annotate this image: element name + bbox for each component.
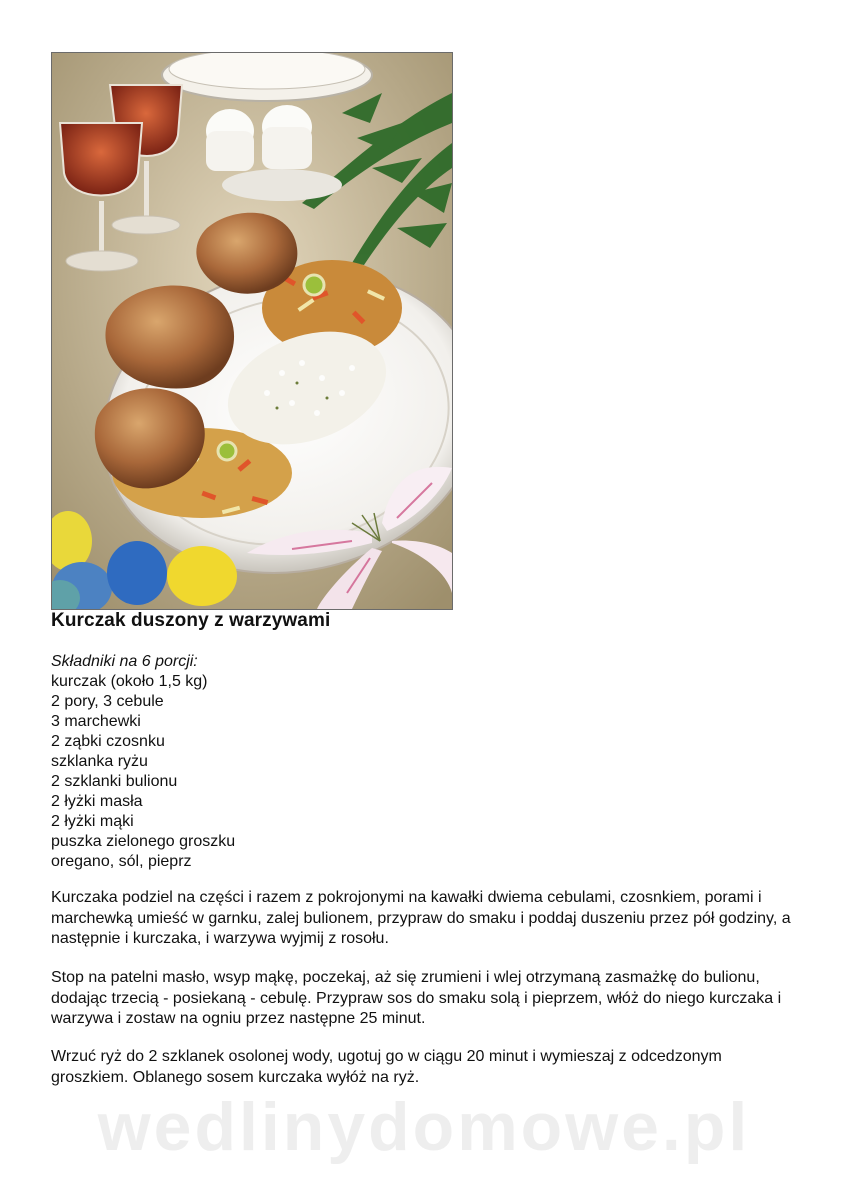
ingredient-item: szklanka ryżu: [51, 753, 148, 770]
ingredient-item: 2 pory, 3 cebule: [51, 693, 164, 710]
ingredient-item: 3 marchewki: [51, 713, 141, 730]
ingredient-item: oregano, sól, pieprz: [51, 853, 192, 870]
ingredient-item: puszka zielonego groszku: [51, 833, 236, 850]
ingredient-item: 2 szklanki bulionu: [51, 773, 178, 790]
dish-illustration: [52, 53, 452, 609]
instruction-step-3: Wrzuć ryż do 2 szklanek osolonej wody, ugotuj go w ciągu 20 minut i wymieszaj z odcedzonym groszkiem. Oblanego sosem kurczaka wyłóż na ryż.: [51, 1048, 722, 1086]
ingredient-item: kurczak (około 1,5 kg): [51, 673, 208, 690]
ingredients-subhead: Składniki na 6 porcji:: [51, 653, 198, 670]
watermark: wedlinydomowe.pl: [97, 1089, 751, 1165]
recipe-title: Kurczak duszony z warzywami: [51, 610, 331, 631]
instruction-step-1: Kurczaka podziel na części i razem z pokrojonymi na kawałki dwiema cebulami, czosnkiem, porami i marchewką umieść w garnku, zalej bulionem, przypraw do smaku i poddaj duszeniu przez pół godziny, a następnie i kurczaka, i warzywa wyjmij z rosołu.: [51, 889, 791, 947]
recipe-photo: [51, 52, 453, 610]
ingredient-item: 2 łyżki masła: [51, 793, 143, 810]
instruction-step-2: Stop na patelni masło, wsyp mąkę, poczekaj, aż się zrumieni i wlej otrzymaną zasmażkę do bulionu, dodając trzecią - posiekaną - cebulę. Przypraw sos do smaku solą i pieprzem, włóż do niego kurczaka i warzywa i zostaw na ogniu przez następne 25 minut.: [51, 969, 782, 1027]
ingredients-section: [51, 652, 751, 872]
ingredient-item: 2 ząbki czosnku: [51, 733, 165, 750]
ingredients-list: [51, 672, 751, 872]
ingredient-item: 2 łyżki mąki: [51, 813, 134, 830]
